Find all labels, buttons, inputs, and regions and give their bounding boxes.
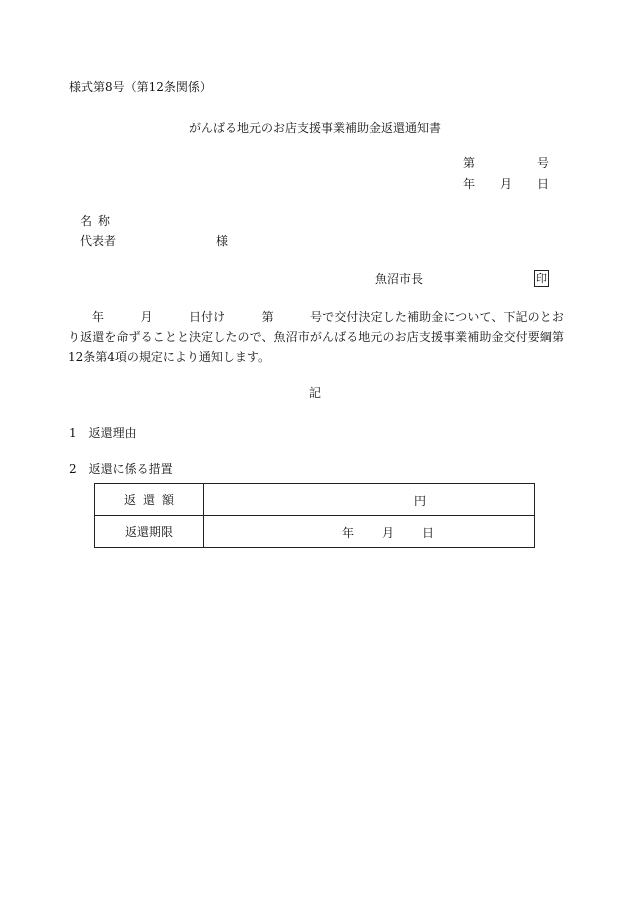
item-label: 返還に係る措置 [88, 462, 173, 476]
item-label: 返還理由 [88, 426, 137, 440]
refund-deadline-value-cell [204, 516, 535, 548]
form-number: 様式第8号（第12条関係） [69, 80, 212, 94]
doc-number-dai: 第 [463, 156, 476, 170]
addressee-representative-label: 代表者 [80, 234, 117, 248]
deadline-day: 日 [422, 526, 435, 540]
document-title: がんばる地元のお店支援事業補助金返還通知書 [188, 121, 441, 135]
ki-heading: 記 [308, 386, 321, 400]
date-day: 日 [537, 177, 550, 191]
item-number: 1 [69, 426, 77, 440]
body-dai: 第 [261, 310, 274, 324]
table-row [95, 516, 535, 548]
addressee-honorific: 様 [216, 234, 229, 248]
issuer-name: 魚沼市長 [375, 272, 424, 286]
item-refund-reason [69, 426, 137, 441]
body-main-text: 号で交付決定した補助金について、下記のとおり返還を命ずることと決定したので、魚沼市がんばる地元のお店支援事業補助金交付要綱第12条第4項の規定により通知します。 [68, 310, 564, 364]
yen-unit: 円 [414, 494, 427, 508]
date-month: 月 [500, 177, 513, 191]
deadline-year: 年 [342, 526, 355, 540]
seal-mark: 印 [536, 272, 547, 285]
refund-table [94, 483, 535, 548]
doc-number-go: 号 [537, 156, 550, 170]
item-refund-measures [69, 462, 173, 477]
body-month: 月 [140, 310, 153, 324]
date-year: 年 [463, 177, 476, 191]
deadline-month: 月 [382, 526, 395, 540]
addressee-name-label: 名称 [80, 214, 117, 228]
body-day-dated: 日付け [188, 310, 226, 324]
item-number: 2 [69, 462, 77, 476]
refund-deadline-label: 返還期限 [124, 525, 173, 539]
table-row [95, 484, 535, 516]
refund-amount-value-cell [204, 484, 535, 516]
body-paragraph [68, 307, 564, 367]
refund-amount-label: 返還額 [123, 493, 181, 507]
refund-deadline-label-cell [95, 516, 204, 548]
refund-amount-label-cell [95, 484, 204, 516]
body-year: 年 [92, 310, 105, 324]
